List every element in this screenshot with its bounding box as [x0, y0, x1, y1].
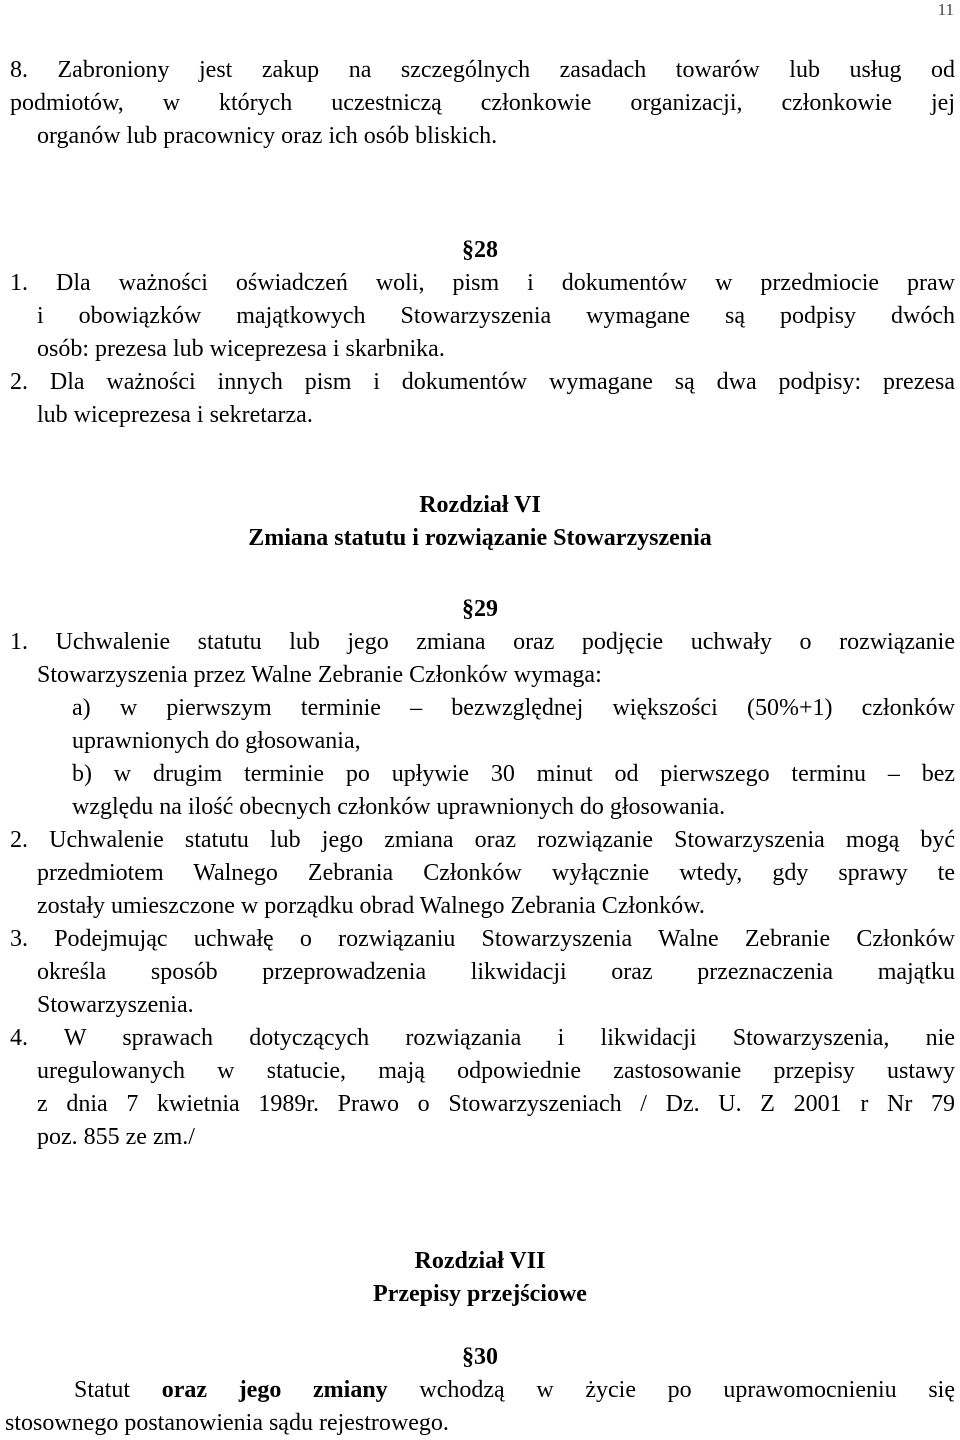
section-29-heading [0, 593, 960, 626]
text-line: stosownego postanowienia sądu rejestrowego. [5, 1410, 449, 1436]
text-line: 2. Uchwalenie statutu lub jego zmiana oraz rozwiązanie Stowarzyszenia mogą być [10, 827, 955, 853]
section-number: 28 [474, 237, 498, 263]
text-line: 8. Zabroniony jest zakup na szczególnych zasadach towarów lub usług od [10, 57, 955, 83]
text-line: 1. Dla ważności oświadczeń woli, pism i dokumentów w przedmiocie praw [10, 270, 955, 296]
paragraph-29-1b [72, 758, 955, 824]
chapter-7-title: Rozdział VII [414, 1248, 546, 1274]
paragraph-29-4 [10, 1022, 955, 1154]
text-line [74, 1374, 955, 1407]
paragraph-29-1 [10, 626, 955, 692]
text-line: określa sposób przeprowadzenia likwidacji oraz przeznaczenia majątku [37, 959, 955, 985]
section-number: 30 [474, 1344, 498, 1370]
text-line: poz. 855 ze zm./ [37, 1124, 195, 1150]
paragraph-28-2 [10, 366, 955, 432]
text-line: uregulowanych w statucie, mają odpowiednie zastosowanie przepisy ustawy [37, 1058, 955, 1084]
text-line: 2. Dla ważności innych pism i dokumentów wymagane są dwa podpisy: prezesa [10, 369, 955, 395]
paragraph-28-1 [10, 267, 955, 366]
text-line: Stowarzyszenia przez Walne Zebranie Członków wymaga: [37, 662, 602, 688]
section-28-heading [0, 233, 960, 267]
page-number: 11 [937, 0, 954, 19]
paragraph-8 [10, 54, 955, 153]
section-mark: § [462, 596, 474, 622]
document-page [0, 54, 960, 1440]
text-line: 3. Podejmując uchwałę o rozwiązaniu Stowarzyszenia Walne Zebranie Członków [10, 926, 955, 952]
chapter-7-subtitle: Przepisy przejściowe [373, 1281, 587, 1307]
section-mark: § [462, 1344, 474, 1370]
chapter-6-title: Rozdział VI [419, 492, 541, 518]
text-line: lub wiceprezesa i sekretarza. [37, 402, 313, 428]
text-run: wchodzą w życie po uprawomocnieniu się [419, 1377, 955, 1403]
text-line: a) w pierwszym terminie – bezwzględnej większości (50%+1) członków [72, 695, 955, 721]
paragraph-29-3 [10, 923, 955, 1022]
text-line: i obowiązków majątkowych Stowarzyszenia wymagane są podpisy dwóch [37, 303, 955, 329]
text-line: zostały umieszczone w porządku obrad Walnego Zebrania Członków. [37, 893, 705, 919]
paragraph-29-2 [10, 824, 955, 923]
text-line: uprawnionych do głosowania, [72, 728, 361, 754]
text-line: przedmiotem Walnego Zebrania Członków wyłącznie wtedy, gdy sprawy te [37, 860, 955, 886]
text-line: b) w drugim terminie po upływie 30 minut od pierwszego terminu – bez [72, 761, 955, 787]
text-line: podmiotów, w których uczestniczą członkowie organizacji, członkowie jej [10, 90, 955, 116]
text-line: organów lub pracownicy oraz ich osób bliskich. [37, 123, 498, 149]
chapter-6-subtitle: Zmiana statutu i rozwiązanie Stowarzyszenia [248, 525, 712, 551]
text-line: z dnia 7 kwietnia 1989r. Prawo o Stowarzyszeniach / Dz. U. Z 2001 r Nr 79 [37, 1091, 955, 1117]
text-run: Statut [74, 1377, 131, 1403]
paragraph-30 [0, 1374, 955, 1440]
text-line: względu na ilość obecnych członków uprawnionych do głosowania. [72, 794, 726, 820]
text-line: osób: prezesa lub wiceprezesa i skarbnika. [37, 336, 445, 362]
text-line: 4. W sprawach dotyczących rozwiązania i likwidacji Stowarzyszenia, nie [10, 1025, 955, 1051]
section-30-heading [0, 1341, 960, 1374]
text-line: 1. Uchwalenie statutu lub jego zmiana oraz podjęcie uchwały o rozwiązanie [10, 629, 955, 655]
text-line: Stowarzyszenia. [37, 992, 194, 1018]
section-number: 29 [474, 596, 498, 622]
paragraph-29-1a [72, 692, 955, 758]
section-mark: § [462, 237, 474, 263]
text-run-bold: oraz jego zmiany [161, 1377, 388, 1403]
